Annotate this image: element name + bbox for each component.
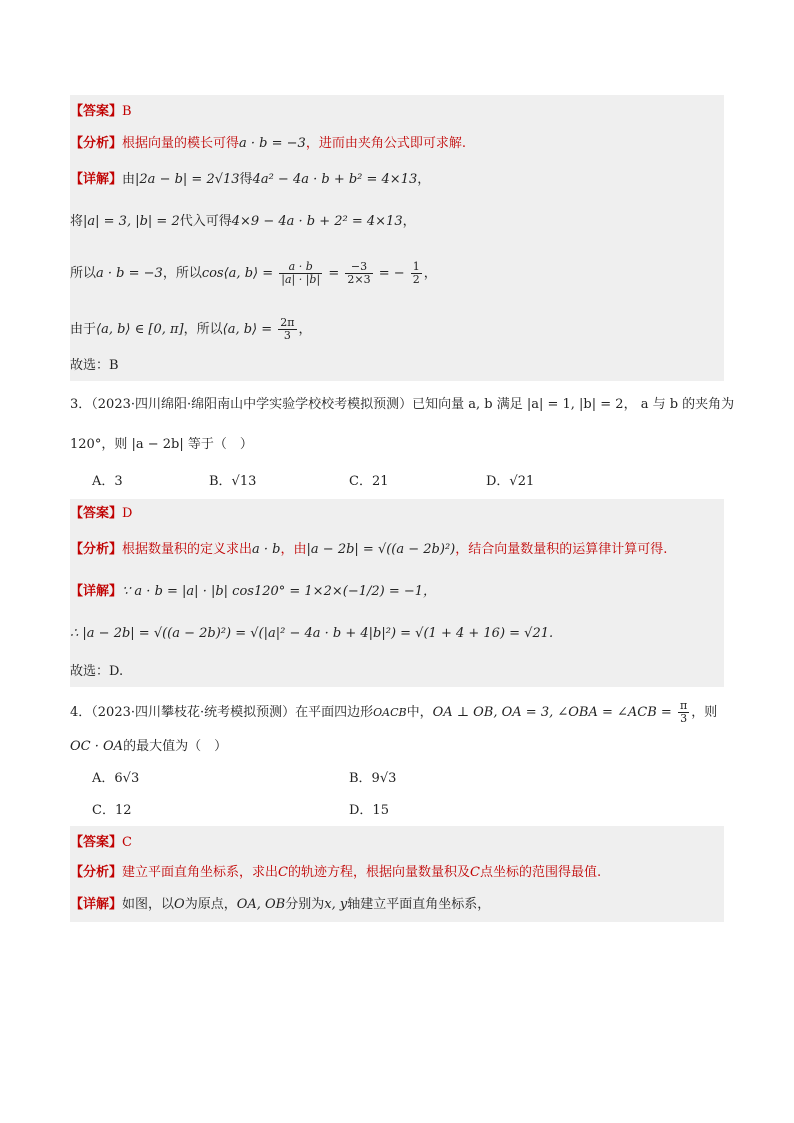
q2-solution-block bbox=[70, 95, 724, 381]
q3-answer-line: 【答案】D bbox=[70, 506, 133, 521]
q4-option-d: D．15 bbox=[349, 803, 389, 818]
q3-option-d: D．√21 bbox=[486, 474, 535, 489]
q3-option-c: C．21 bbox=[349, 474, 389, 489]
q4-option-b: B．9√3 bbox=[349, 771, 397, 786]
q3-stem-line-1: 3．（2023·四川绵阳·绵阳南山中学实验学校校考模拟预测）已知向量 a, b 满足 |a| = 1, |b| = 2， a 与 b 的夹角为 bbox=[70, 397, 735, 412]
q3-option-a: A．3 bbox=[92, 474, 123, 489]
q3-option-b: B．√13 bbox=[209, 474, 257, 489]
q2-answer-value: B bbox=[122, 104, 132, 119]
q3-answer-value: D bbox=[122, 506, 133, 521]
detail-label: 【详解】 bbox=[70, 172, 123, 187]
q4-stem-line-2: OC · OA的最大值为（ ） bbox=[70, 739, 228, 754]
q2-answer-line bbox=[70, 103, 132, 121]
q4-answer-value: C bbox=[122, 835, 132, 850]
q4-stem-line-1: 4．（2023·四川攀枝花·统考模拟预测）在平面四边形OACB中，OA ⊥ OB, OA = 3, ∠OBA = ∠ACB = $\frac{\pi}{3}$ ，则 bbox=[70, 699, 718, 725]
q3-conclusion: 故选：D. bbox=[70, 664, 124, 679]
fraction: $\frac{-3}{2\times 3}$ bbox=[347, 260, 371, 286]
q4-detail-line-1: 【详解】如图，以O为原点，OA, OB分别为x, y轴建立平面直角坐标系， bbox=[70, 897, 491, 912]
fraction: $\frac{a \cdot b}{|a| \cdot |b|}$ bbox=[281, 260, 321, 286]
fraction: $\frac{\pi}{3}$ bbox=[679, 699, 688, 725]
q4-answer-line: 【答案】C bbox=[70, 835, 132, 850]
q3-solution-block bbox=[70, 499, 724, 687]
q3-analysis-line: 【分析】根据数量积的定义求出a · b，由|a − 2b| = √((a − 2b)²)，结合向量数量积的运算律计算可得. bbox=[70, 542, 668, 557]
q4-solution-block bbox=[70, 826, 724, 922]
fraction: $\frac{2\pi}{3}$ bbox=[280, 316, 295, 342]
q4-option-a: A．6√3 bbox=[92, 771, 140, 786]
answer-label: 【答案】 bbox=[70, 104, 123, 119]
q4-option-c: C．12 bbox=[92, 803, 132, 818]
q3-detail-line-2: ∴ |a − 2b| = √((a − 2b)²) = √(|a|² − 4a · b + 4|b|²) = √(1 + 4 + 16) = √21. bbox=[70, 626, 554, 641]
q2-analysis-line: 【分析】根据向量的模长可得a · b = −3，进而由夹角公式即可求解. bbox=[70, 136, 466, 151]
q2-detail-line-2: 将|a| = 3, |b| = 2代入可得4×9 − 4a · b + 2² = 4×13， bbox=[70, 214, 416, 229]
q4-analysis-line: 【分析】建立平面直角坐标系，求出C的轨迹方程，根据向量数量积及C点坐标的范围得最值. bbox=[70, 865, 602, 880]
q3-detail-line-1: 【详解】∵ a · b = |a| · |b| cos120° = 1×2×(−1/2) = −1， bbox=[70, 584, 437, 599]
fraction: $\frac{1}{2}$ bbox=[412, 260, 420, 286]
q2-detail-line-4: 由于⟨a, b⟩ ∈ [0, π]，所以⟨a, b⟩ = $\frac{2\pi}{3}$ ， bbox=[70, 316, 312, 342]
analysis-label: 【分析】 bbox=[70, 136, 123, 151]
q3-stem-line-2: 120°，则 |a − 2b| 等于（ ） bbox=[70, 437, 253, 452]
q2-detail-line-1: 【详解】由|2a − b| = 2√13得4a² − 4a · b + b² = 4×13， bbox=[70, 172, 431, 187]
q2-conclusion: 故选：B bbox=[70, 358, 119, 373]
q2-detail-line-3: 所以a · b = −3，所以cos⟨a, b⟩ = $\frac{a \cdot b}{|a| \cdot |b|}$ = $\frac{-3}{2\times 3}$ = − $\frac{1}{2}$ ， bbox=[70, 260, 437, 286]
